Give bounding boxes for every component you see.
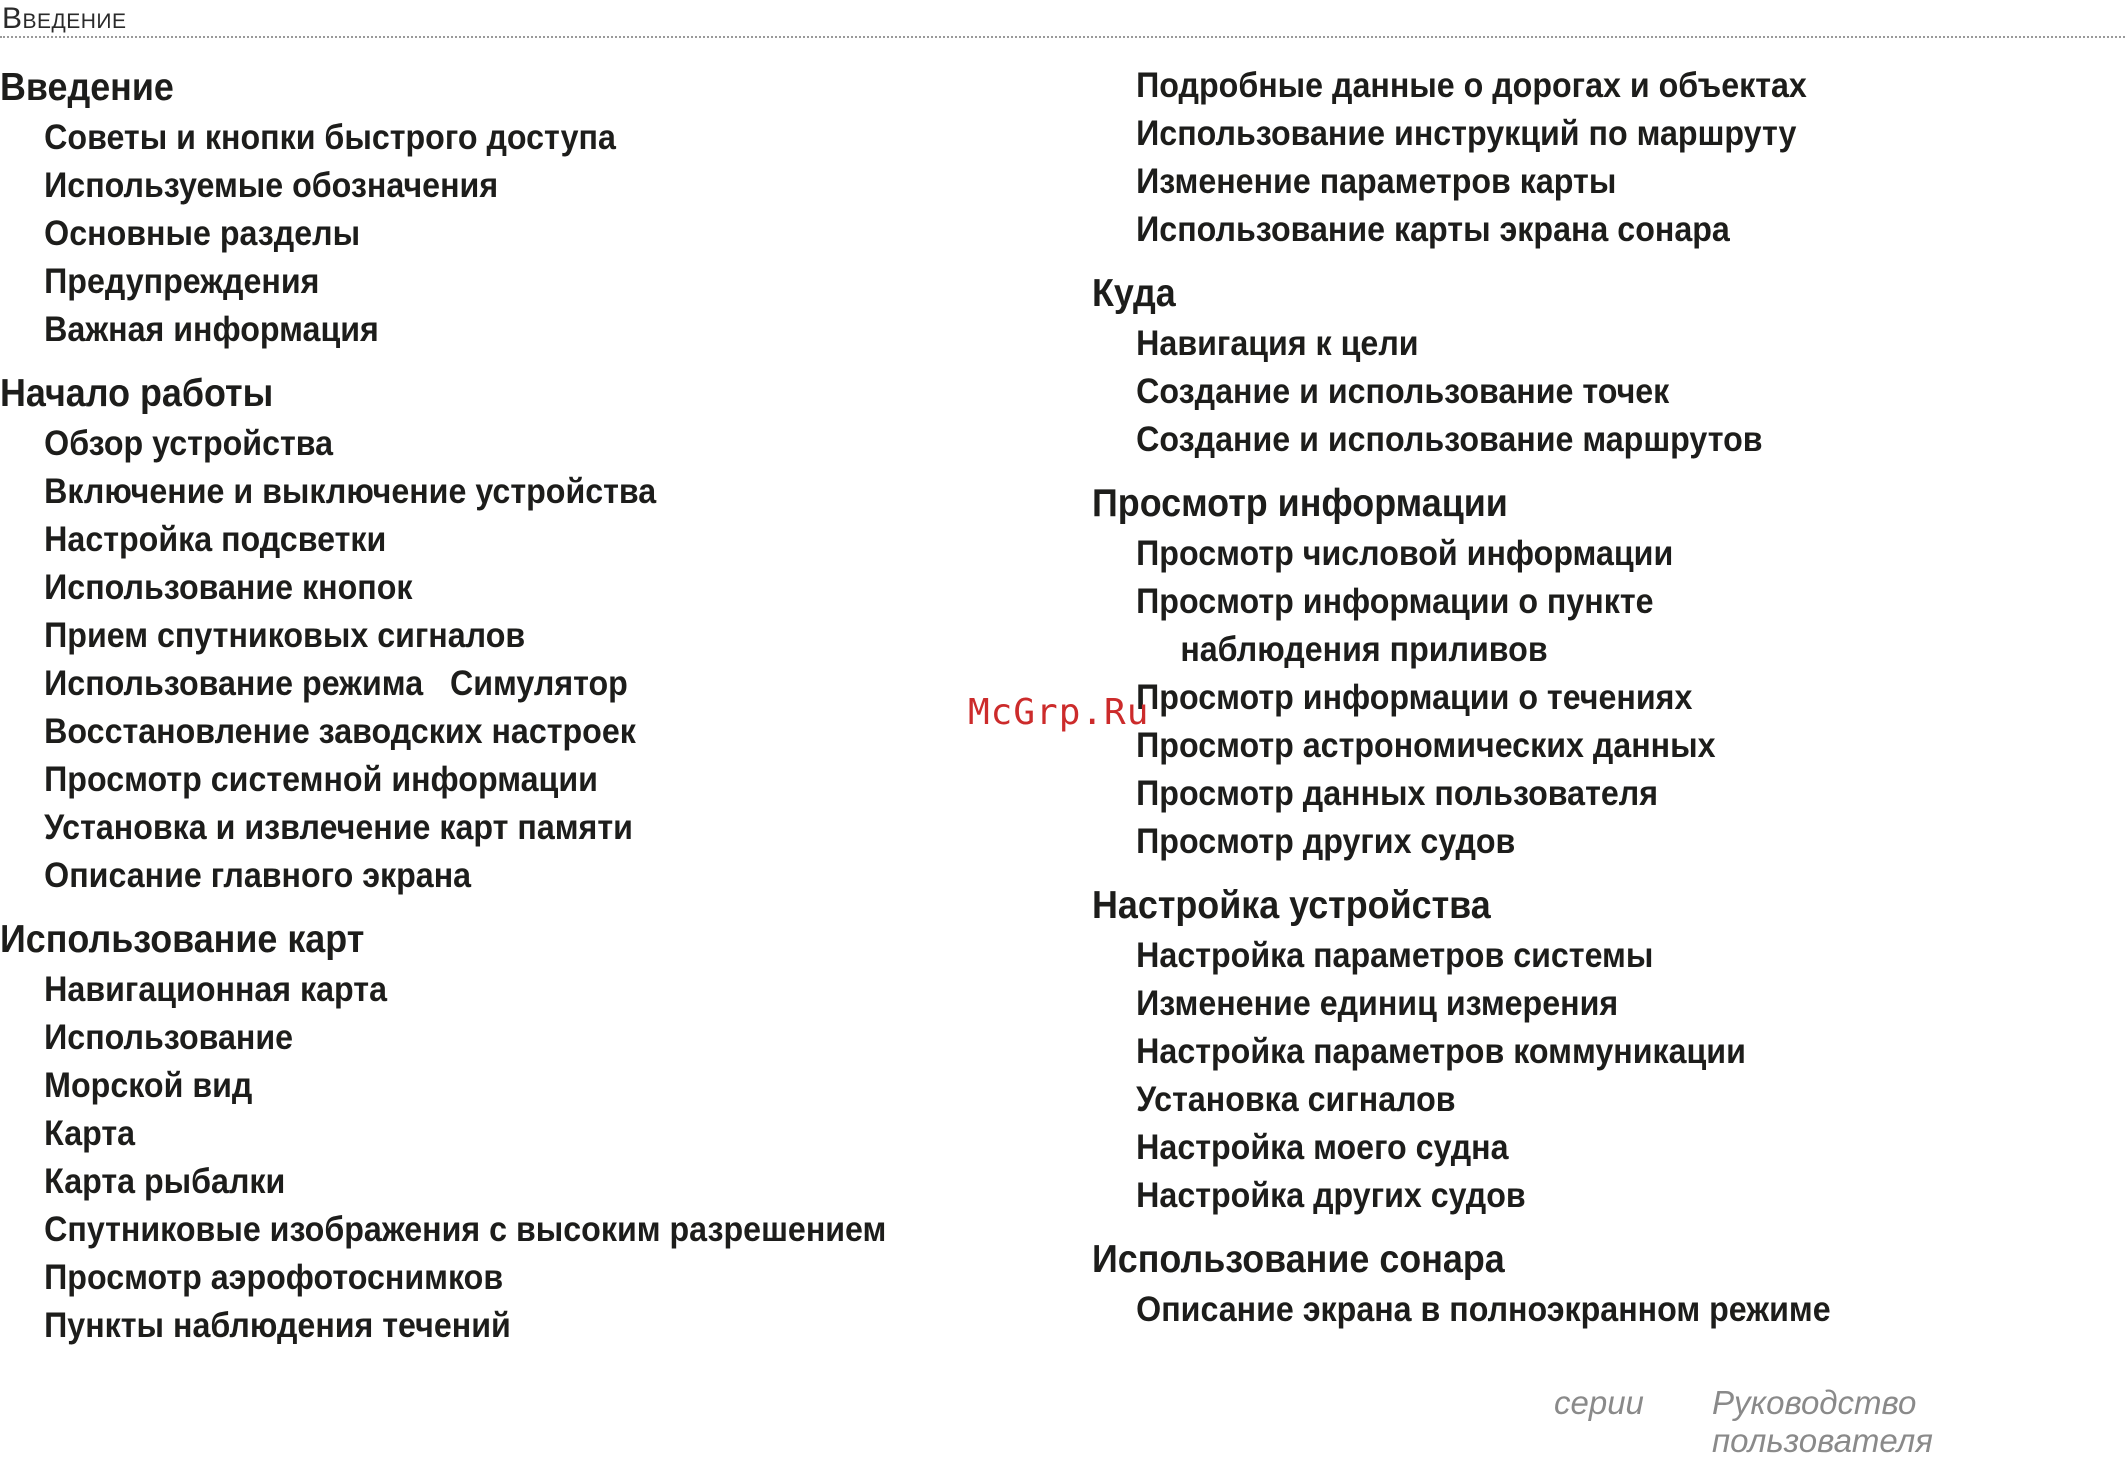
toc-item[interactable]: Морской вид: [44, 1066, 253, 1105]
toc-section: [0, 368, 1040, 900]
toc-section: [1092, 478, 2122, 866]
footer-guide-title: Руководство пользователя: [1712, 1384, 1933, 1459]
toc-right-column: [1092, 62, 2122, 1348]
toc-item[interactable]: Прием спутниковых сигналов: [44, 616, 526, 655]
toc-item[interactable]: Настройка параметров системы: [1136, 936, 1654, 975]
header-title: Введение: [2, 2, 127, 35]
toc-item[interactable]: Просмотр числовой информации: [1136, 534, 1674, 573]
toc-left-column: [0, 62, 1040, 1364]
toc-section: [0, 914, 1040, 1350]
toc-item[interactable]: Просмотр астрономических данных: [1136, 726, 1716, 765]
toc-item[interactable]: Просмотр данных пользователя: [1136, 774, 1659, 813]
toc-item[interactable]: Настройка других судов: [1136, 1176, 1526, 1215]
toc-item[interactable]: Просмотр других судов: [1136, 822, 1516, 861]
toc-item[interactable]: Карта рыбалки: [44, 1162, 286, 1201]
toc-section-continued: [1092, 62, 2122, 254]
toc-section-title[interactable]: Куда: [1092, 272, 1176, 315]
toc-section-title[interactable]: Начало работы: [0, 372, 274, 415]
toc-item[interactable]: Создание и использование точек: [1136, 372, 1670, 411]
footer-series: серии: [1554, 1384, 1644, 1421]
toc-item[interactable]: Использование режима Симулятор: [44, 664, 628, 703]
toc-item[interactable]: Использование карты экрана сонара: [1136, 210, 1730, 249]
toc-item[interactable]: Создание и использование маршрутов: [1136, 420, 1763, 459]
toc-item[interactable]: Пункты наблюдения течений: [44, 1306, 511, 1345]
toc-item[interactable]: Использование: [44, 1018, 294, 1057]
toc-item[interactable]: Карта: [44, 1114, 136, 1153]
toc-section: [0, 62, 1040, 354]
toc-item-continuation[interactable]: наблюдения приливов: [1180, 630, 1548, 669]
toc-item[interactable]: Предупреждения: [44, 262, 320, 301]
toc-item[interactable]: Настройка моего судна: [1136, 1128, 1509, 1167]
toc-item[interactable]: Настройка параметров коммуникации: [1136, 1032, 1746, 1071]
toc-item[interactable]: Установка и извлечение карт памяти: [44, 808, 633, 847]
toc-item[interactable]: Важная информация: [44, 310, 379, 349]
toc-item[interactable]: Используемые обозначения: [44, 166, 499, 205]
toc-item[interactable]: Просмотр системной информации: [44, 760, 598, 799]
toc-item[interactable]: Просмотр информации о течениях: [1136, 678, 1693, 717]
toc-item[interactable]: Обзор устройства: [44, 424, 334, 463]
toc-item[interactable]: Просмотр аэрофотоснимков: [44, 1258, 504, 1297]
toc-item[interactable]: Изменение параметров карты: [1136, 162, 1617, 201]
toc-item[interactable]: Основные разделы: [44, 214, 361, 253]
toc-item[interactable]: Описание экрана в полноэкранном режиме: [1136, 1290, 1831, 1329]
toc-item[interactable]: Настройка подсветки: [44, 520, 387, 559]
toc-item[interactable]: Восстановление заводских настроек: [44, 712, 636, 751]
page-header: [0, 0, 2125, 38]
toc-item[interactable]: Навигация к цели: [1136, 324, 1419, 363]
toc-section-title[interactable]: Просмотр информации: [1092, 482, 1508, 525]
toc-section-title[interactable]: Использование карт: [0, 918, 365, 961]
toc-section-title[interactable]: Введение: [0, 66, 174, 109]
toc-item[interactable]: Использование кнопок: [44, 568, 413, 607]
toc-section: [1092, 880, 2122, 1220]
toc-item[interactable]: Просмотр информации о пункте: [1136, 582, 1654, 621]
toc-section-title[interactable]: Использование сонара: [1092, 1238, 1505, 1281]
toc-item[interactable]: Использование инструкций по маршруту: [1136, 114, 1797, 153]
toc-item[interactable]: Изменение единиц измерения: [1136, 984, 1619, 1023]
toc-item[interactable]: Подробные данные о дорогах и объектах: [1136, 66, 1807, 105]
toc-item[interactable]: Установка сигналов: [1136, 1080, 1456, 1119]
toc-item[interactable]: Спутниковые изображения с высоким разрешением: [44, 1210, 887, 1249]
toc-section: [1092, 268, 2122, 464]
toc-section: [1092, 1234, 2122, 1334]
watermark: McGrp.Ru: [968, 692, 1150, 733]
toc-item[interactable]: Описание главного экрана: [44, 856, 472, 895]
toc-item[interactable]: Включение и выключение устройства: [44, 472, 657, 511]
toc-section-title[interactable]: Настройка устройства: [1092, 884, 1491, 927]
toc-item[interactable]: Навигационная карта: [44, 970, 387, 1009]
toc-item[interactable]: Советы и кнопки быстрого доступа: [44, 118, 616, 157]
